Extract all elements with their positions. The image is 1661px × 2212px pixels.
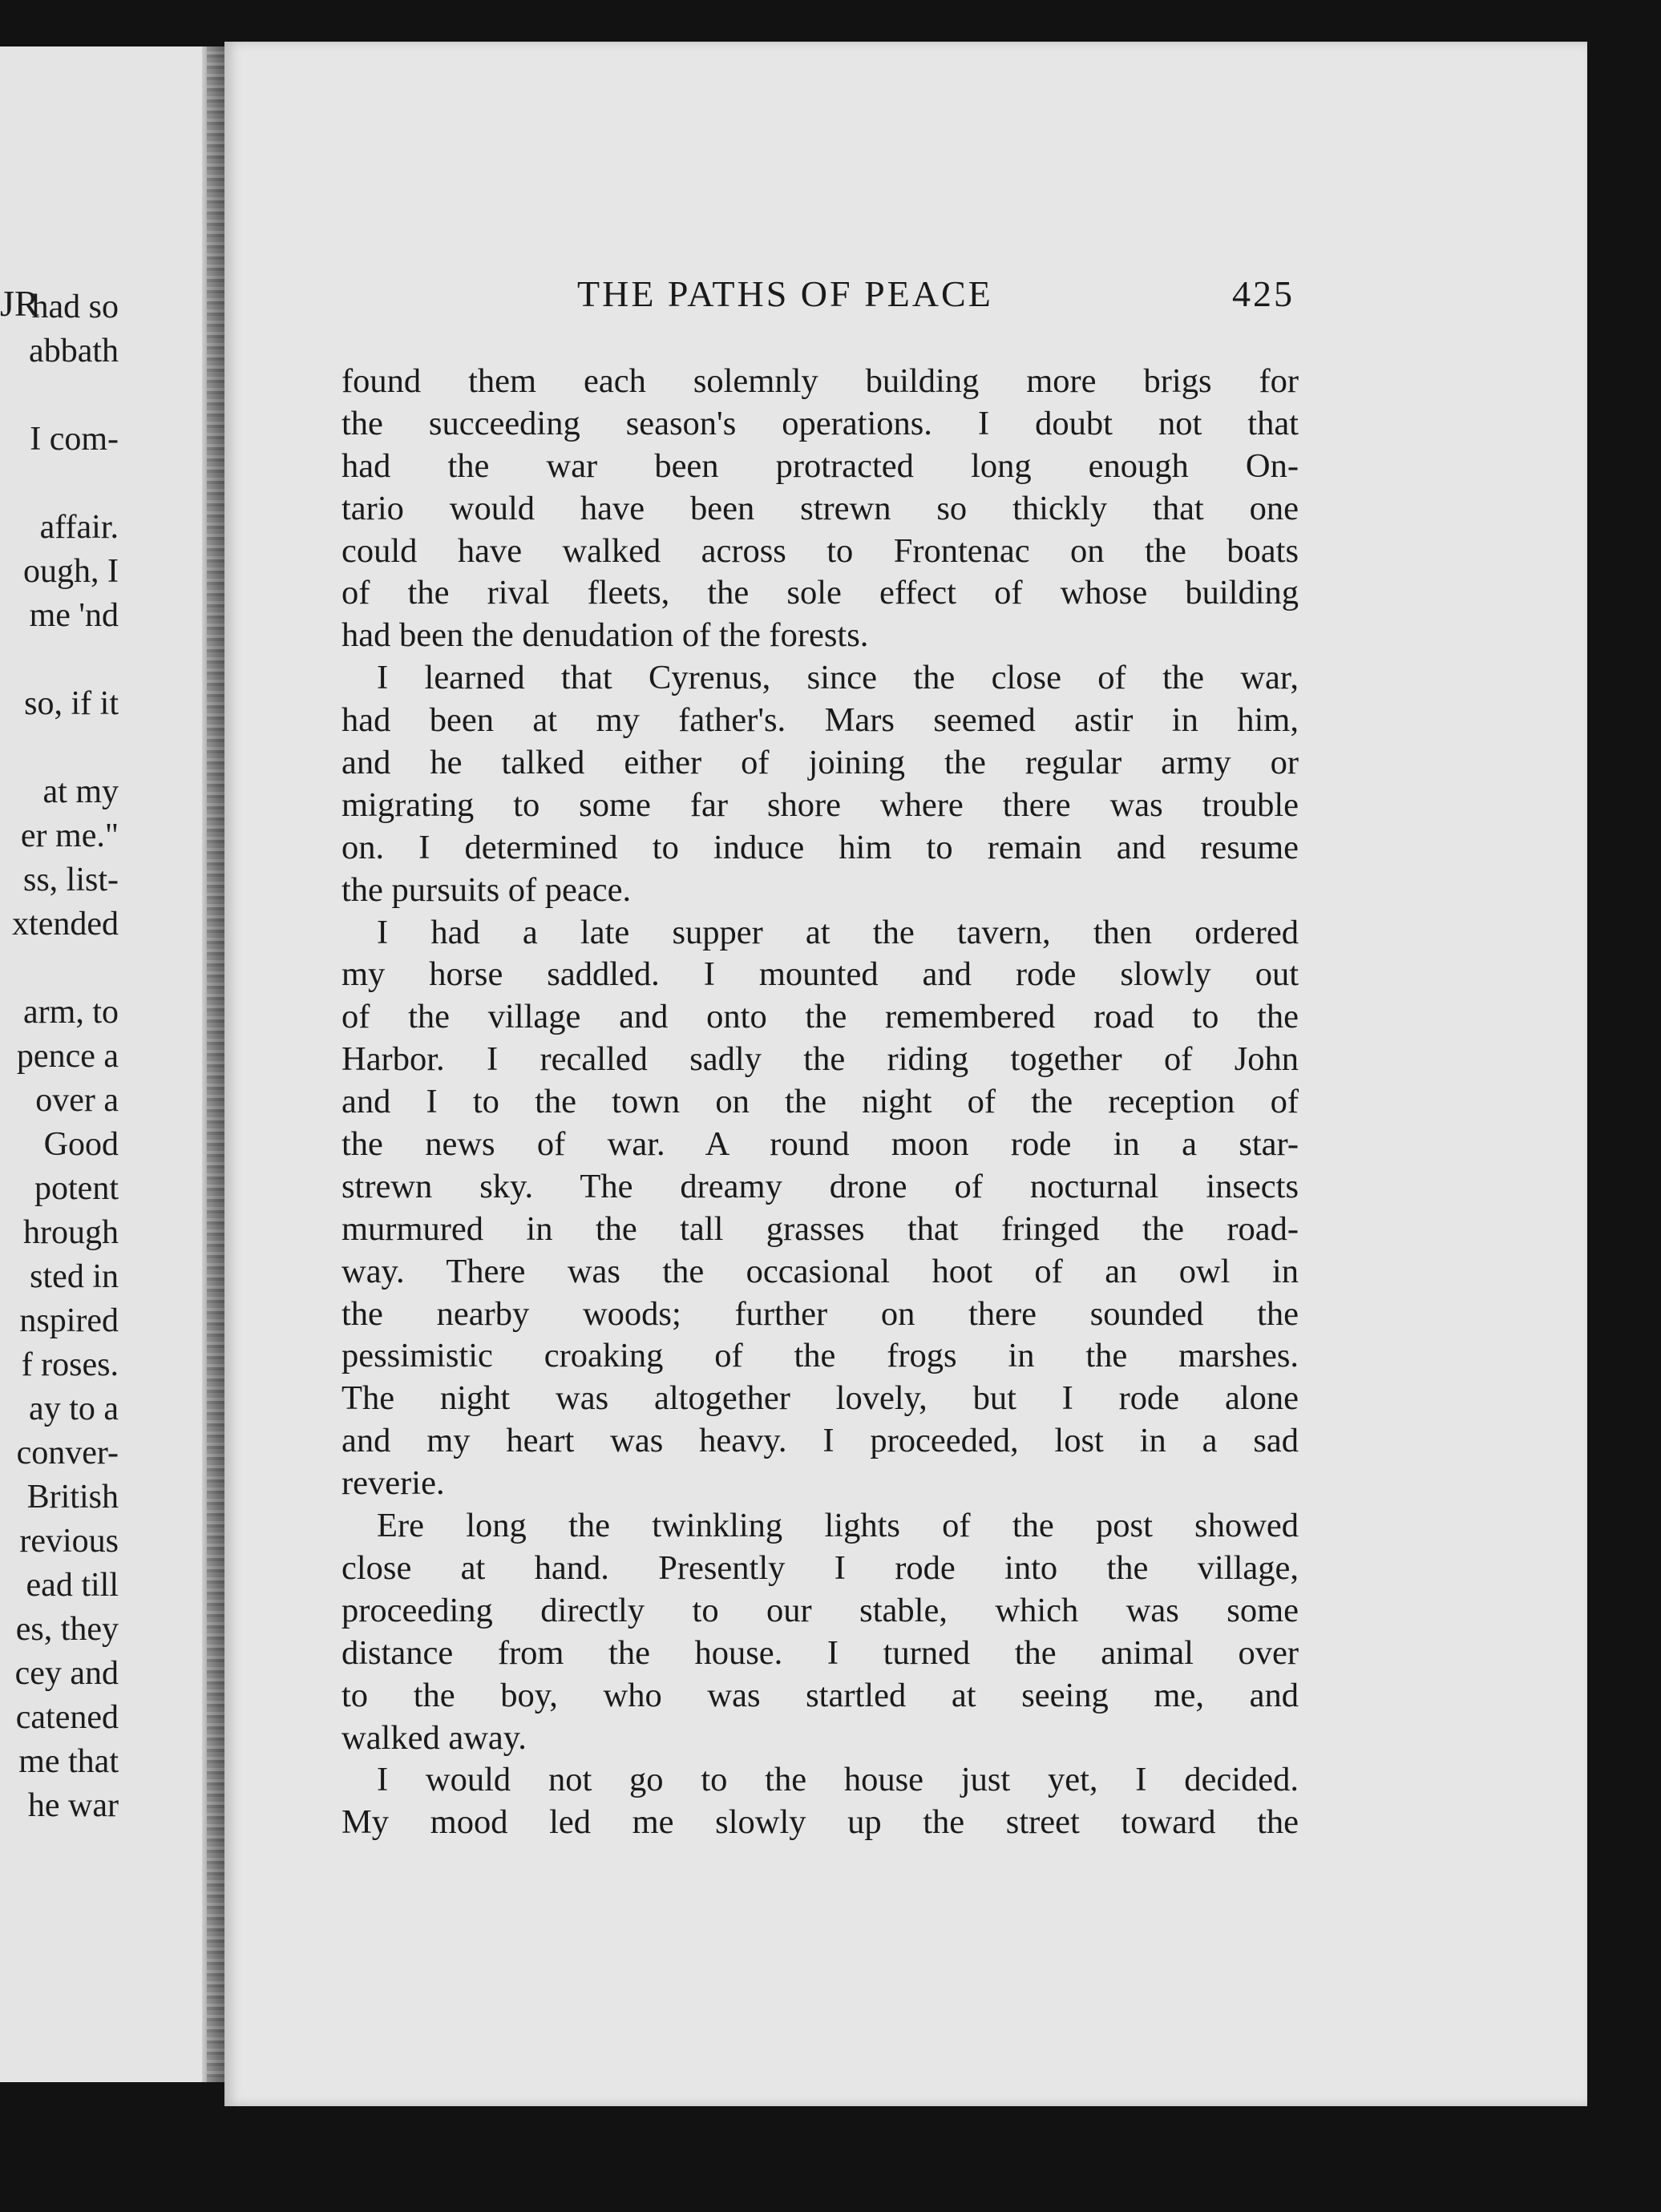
left-text-line — [0, 373, 119, 418]
left-text-line: over a — [35, 1082, 119, 1119]
text-line: migrating to some far shore where there was trouble — [341, 785, 1299, 824]
text-line: my horse saddled. I mounted and rode slowly out — [341, 955, 1299, 994]
left-text-line: sted in — [30, 1258, 119, 1295]
left-text-line: es, they — [15, 1611, 119, 1648]
text-line: proceeding directly to our stable, which was some — [341, 1591, 1299, 1629]
left-text-line: f roses. — [21, 1346, 119, 1383]
left-text-line: ss, list- — [22, 862, 119, 898]
text-line: pessimistic croaking of the frogs in the marshes. — [341, 1337, 1299, 1375]
left-page-text — [0, 285, 119, 1828]
text-line: had the war been protracted long enough On- — [341, 446, 1299, 485]
text-line: I learned that Cyrenus, since the close of the war, — [377, 659, 1299, 697]
binding-edge — [207, 46, 224, 2082]
left-text-line: conver- — [16, 1435, 119, 1471]
left-text-line — [0, 726, 119, 770]
left-text-line: affair. — [39, 509, 119, 546]
page-number: 425 — [1232, 273, 1295, 314]
text-line: to the boy, who was startled at seeing me, and — [341, 1676, 1299, 1714]
text-line: walked away. — [341, 1718, 527, 1757]
text-line: the pursuits of peace. — [341, 870, 632, 909]
left-text-line: me that — [18, 1743, 119, 1780]
text-line: the nearby woods; further on there sounded the — [341, 1294, 1299, 1333]
left-text-line: arm, to — [23, 994, 119, 1031]
text-line: reverie. — [341, 1464, 445, 1503]
left-text-line: had so — [31, 289, 119, 325]
text-line: murmured in the tall grasses that fringed the road- — [341, 1209, 1299, 1248]
left-text-line — [0, 638, 119, 682]
left-text-line: British — [26, 1479, 119, 1516]
left-text-line: revious — [19, 1523, 119, 1560]
left-text-line: pence a — [16, 1038, 119, 1075]
left-text-line: ough, I — [23, 553, 119, 590]
left-text-line: I com- — [30, 421, 119, 458]
text-line: tario would have been strewn so thickly that one — [341, 489, 1299, 527]
text-line: had been at my father's. Mars seemed astir in him, — [341, 701, 1299, 740]
left-text-line: er me." — [20, 817, 119, 854]
left-text-line: potent — [34, 1170, 119, 1207]
left-text-line: catened — [15, 1699, 119, 1736]
text-line: and I to the town on the night of the reception of — [341, 1083, 1299, 1121]
left-text-line — [0, 947, 119, 991]
left-text-line: ay to a — [29, 1391, 119, 1427]
left-text-line — [0, 462, 119, 506]
text-line: My mood led me slowly up the street toward the — [341, 1803, 1299, 1842]
left-text-line: hrough — [23, 1214, 119, 1251]
text-line: found them each solemnly building more brigs for — [341, 362, 1299, 400]
text-line: strewn sky. The dreamy drone of nocturnal insects — [341, 1167, 1299, 1205]
body-text — [341, 361, 1299, 1844]
text-line: the news of war. A round moon rode in a star- — [341, 1125, 1299, 1164]
text-line: Ere long the twinkling lights of the post showed — [377, 1507, 1299, 1545]
text-line: and he talked either of joining the regular army or — [341, 744, 1299, 782]
text-line: Harbor. I recalled sadly the riding together of John — [341, 1040, 1299, 1079]
left-text-line: nspired — [19, 1302, 119, 1339]
text-line: and my heart was heavy. I proceeded, lost in a sad — [341, 1422, 1299, 1460]
left-text-line: abbath — [29, 333, 119, 369]
text-line: the succeeding season's operations. I doubt not that — [341, 404, 1299, 442]
text-line: of the rival fleets, the sole effect of whose building — [341, 574, 1299, 612]
left-text-line: cey and — [14, 1655, 119, 1692]
text-line: had been the denudation of the forests. — [341, 616, 869, 655]
left-text-line: xtended — [12, 906, 119, 943]
left-text-line: me 'nd — [29, 597, 119, 634]
text-line: of the village and onto the remembered road to the — [341, 998, 1299, 1036]
left-text-line: ead till — [26, 1567, 119, 1604]
text-line: I had a late supper at the tavern, then ordered — [377, 913, 1299, 951]
text-line: I would not go to the house just yet, I decided. — [377, 1761, 1299, 1799]
text-line: on. I determined to induce him to remain and resume — [341, 828, 1299, 866]
left-text-line: so, if it — [24, 685, 119, 722]
running-head-title: THE PATHS OF PEACE — [577, 273, 993, 314]
left-text-line: Good — [43, 1126, 119, 1163]
text-line: close at hand. Presently I rode into the village, — [341, 1548, 1299, 1587]
text-line: way. There was the occasional hoot of an owl in — [341, 1252, 1299, 1290]
text-line: The night was altogether lovely, but I rode alone — [341, 1379, 1299, 1418]
left-page-header-fragment: JR — [0, 283, 39, 324]
left-text-line: at my — [42, 773, 119, 810]
text-line: could have walked across to Frontenac on the boats — [341, 531, 1299, 570]
left-text-line: he war — [27, 1787, 119, 1824]
text-line: distance from the house. I turned the animal over — [341, 1633, 1299, 1672]
